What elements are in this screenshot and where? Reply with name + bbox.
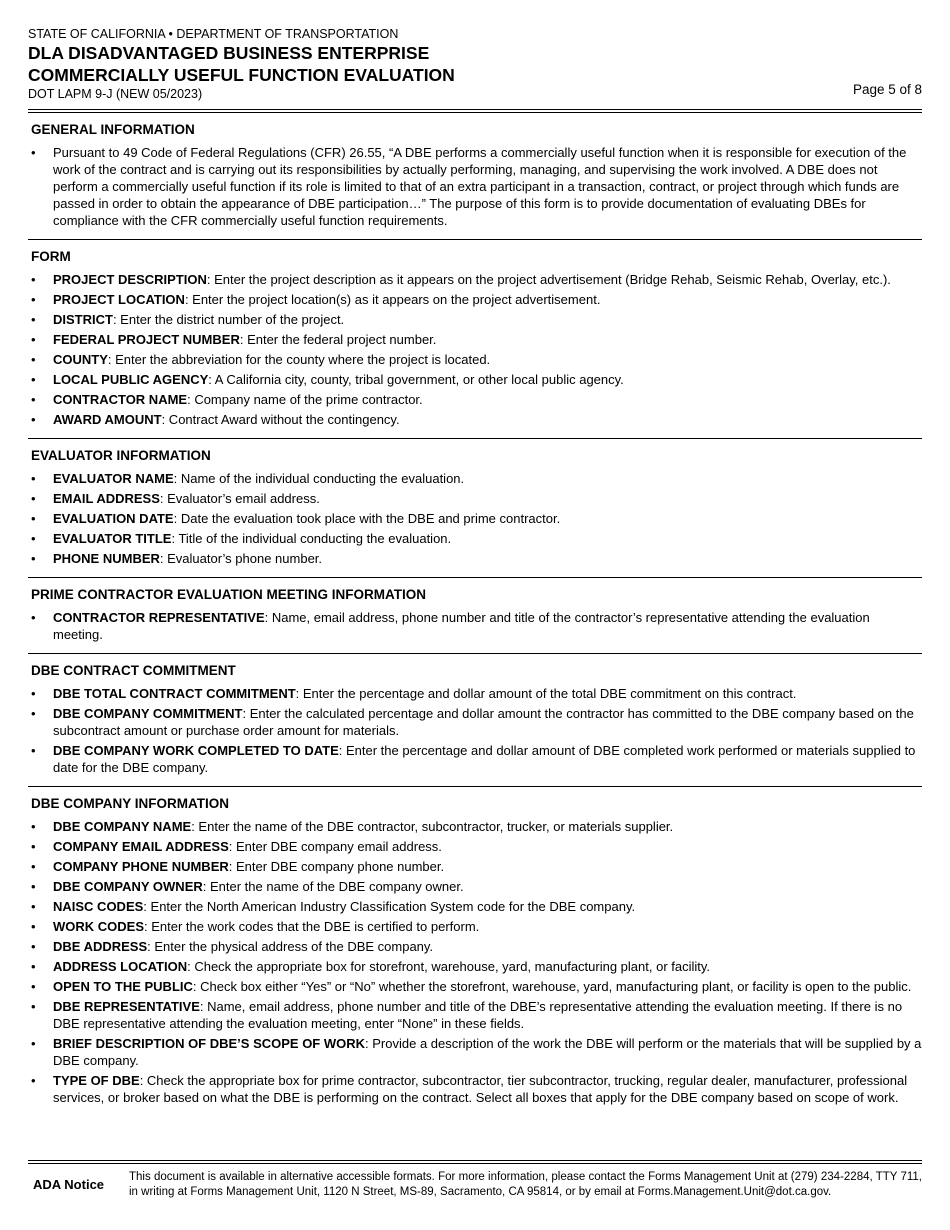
item-term: COUNTY: [53, 352, 108, 367]
form-code: DOT LAPM 9-J (NEW 05/2023): [28, 87, 203, 101]
bullet-list: [31, 685, 922, 776]
bullet-icon: •: [31, 1036, 36, 1051]
section-title: DBE CONTRACT COMMITMENT: [31, 663, 236, 678]
item-term: DBE COMPANY NAME: [53, 819, 192, 834]
list-item: [31, 818, 922, 835]
bullet-icon: •: [31, 999, 36, 1014]
item-term: DBE ADDRESS: [53, 939, 148, 954]
item-term: PROJECT DESCRIPTION: [53, 272, 207, 287]
bullet-icon: •: [31, 686, 36, 701]
section-prime-contractor-evaluation-meeting-information: [28, 578, 922, 654]
bullet-icon: •: [31, 372, 36, 387]
ada-notice-label: ADA Notice: [33, 1177, 105, 1192]
section-title: FORM: [31, 249, 71, 264]
item-text: : Check box either “Yes” or “No” whether the storefront, warehouse, yard, manufacturing plant, or facility is open to the public.: [192, 979, 912, 994]
bullet-list: [31, 271, 922, 428]
section-general-information: [28, 113, 922, 240]
item-term: ADDRESS LOCATION: [53, 959, 188, 974]
bullet-icon: •: [31, 531, 36, 546]
bullet-icon: •: [31, 839, 36, 854]
bullet-icon: •: [31, 332, 36, 347]
form-title-line-1: DLA DISADVANTAGED BUSINESS ENTERPRISE: [28, 43, 430, 63]
item-text: : Enter the work codes that the DBE is certified to perform.: [144, 919, 480, 934]
list-item: [31, 391, 922, 408]
item-text: : Enter the federal project number.: [239, 332, 437, 347]
agency-line: STATE OF CALIFORNIA • DEPARTMENT OF TRANSPORTATION: [28, 27, 399, 41]
list-item: [31, 291, 922, 308]
list-item: [31, 351, 922, 368]
page-number: Page 5 of 8: [852, 82, 922, 97]
item-text: : Enter the percentage and dollar amount of the total DBE commitment on this contract.: [295, 686, 797, 701]
bullet-icon: •: [31, 272, 36, 287]
list-item: [31, 838, 922, 855]
bullet-icon: •: [31, 1073, 36, 1088]
header: [28, 27, 922, 102]
bullet-list: [31, 470, 922, 567]
item-term: NAISC CODES: [53, 899, 144, 914]
bullet-icon: •: [31, 879, 36, 894]
bullet-icon: •: [31, 706, 36, 721]
list-item: [31, 1072, 922, 1106]
list-item: [31, 978, 922, 995]
form-title-line-2: COMMERCIALLY USEFUL FUNCTION EVALUATION: [28, 65, 455, 85]
item-text: : Enter the district number of the project.: [112, 312, 345, 327]
bullet-list: [31, 609, 922, 643]
bullet-icon: •: [31, 919, 36, 934]
item-term: DBE TOTAL CONTRACT COMMITMENT: [53, 686, 296, 701]
bullet-icon: •: [31, 511, 36, 526]
item-text: : Check the appropriate box for prime contractor, subcontractor, tier subcontractor, trucking, regular dealer, manufacturer, professional services, or broker based on what the DBE is performing on the contract. Select all boxes that apply for the DBE company based on scope of work.: [53, 1073, 908, 1105]
item-term: WORK CODES: [53, 919, 144, 934]
list-item: [31, 550, 922, 567]
instructions-body: [28, 113, 922, 1116]
list-item: [31, 510, 922, 527]
bullet-icon: •: [31, 491, 36, 506]
ada-notice-text: This document is available in alternative accessible formats. For more information, please contact the Forms Management Unit at (279) 234-2284, TTY 711, in writing at Forms Management Unit, 1120 N Street, MS-89, Sacramento, CA 95814, or by email at Forms.Management.Unit@dot.ca.gov.: [129, 1171, 922, 1198]
item-term: TYPE OF DBE: [53, 1073, 140, 1088]
item-text: : Enter the project description as it appears on the project advertisement (Bridge Rehab, Seismic Rehab, Overlay, etc.).: [206, 272, 891, 287]
item-term: CONTRACTOR NAME: [53, 392, 188, 407]
list-item: [31, 144, 922, 229]
item-text: : Date the evaluation took place with the DBE and prime contractor.: [173, 511, 561, 526]
bullet-icon: •: [31, 412, 36, 427]
item-text: : Title of the individual conducting the evaluation.: [171, 531, 452, 546]
item-text: : Enter the calculated percentage and dollar amount the contractor has committed to the DBE company based on the subcontract amount or purchase order amount for materials.: [53, 706, 914, 738]
item-text: : Enter the name of the DBE company owner.: [202, 879, 464, 894]
list-item: [31, 311, 922, 328]
item-text: : Evaluator’s phone number.: [159, 551, 323, 566]
section-title: DBE COMPANY INFORMATION: [31, 796, 229, 811]
item-text: : Enter the project location(s) as it appears on the project advertisement.: [184, 292, 601, 307]
list-item: [31, 530, 922, 547]
item-text: : Enter the North American Industry Classification System code for the DBE company.: [143, 899, 636, 914]
item-text: : Enter DBE company email address.: [228, 839, 442, 854]
item-term: AWARD AMOUNT: [53, 412, 162, 427]
item-term: BRIEF DESCRIPTION OF DBE’S SCOPE OF WORK: [53, 1036, 366, 1051]
item-term: EMAIL ADDRESS: [53, 491, 160, 506]
item-text: : Name of the individual conducting the evaluation.: [173, 471, 465, 486]
item-term: LOCAL PUBLIC AGENCY: [53, 372, 209, 387]
list-item: [31, 938, 922, 955]
list-item: [31, 411, 922, 428]
list-item: [31, 331, 922, 348]
list-item: [31, 371, 922, 388]
bullet-icon: •: [31, 312, 36, 327]
bullet-icon: •: [31, 471, 36, 486]
bullet-list: [31, 818, 922, 1106]
bullet-icon: •: [31, 392, 36, 407]
bullet-icon: •: [31, 145, 36, 160]
item-text: : Check the appropriate box for storefront, warehouse, yard, manufacturing plant, or facility.: [187, 959, 711, 974]
ada-notice: [28, 1170, 922, 1200]
item-text: : Contract Award without the contingency.: [161, 412, 400, 427]
item-term: COMPANY PHONE NUMBER: [53, 859, 229, 874]
bullet-icon: •: [31, 819, 36, 834]
item-term: COMPANY EMAIL ADDRESS: [53, 839, 229, 854]
item-text: : Name, email address, phone number and title of the DBE’s representative attending the evaluation meeting. If there is no DBE representative attending the evaluation meeting, enter “None” in these fields.: [53, 999, 903, 1031]
item-term: FEDERAL PROJECT NUMBER: [53, 332, 240, 347]
item-term: EVALUATION DATE: [53, 511, 174, 526]
bullet-icon: •: [31, 352, 36, 367]
bullet-icon: •: [31, 959, 36, 974]
section-dbe-contract-commitment: [28, 654, 922, 787]
item-text: : Enter the abbreviation for the county where the project is located.: [107, 352, 491, 367]
item-text: : A California city, county, tribal government, or other local public agency.: [208, 372, 624, 387]
item-term: PROJECT LOCATION: [53, 292, 185, 307]
list-item: [31, 918, 922, 935]
item-term: DISTRICT: [53, 312, 113, 327]
item-term: CONTRACTOR REPRESENTATIVE: [53, 610, 265, 625]
list-item: [31, 858, 922, 875]
footer-divider: [28, 1160, 922, 1164]
item-term: EVALUATOR TITLE: [53, 531, 172, 546]
list-item: [31, 878, 922, 895]
item-text: Pursuant to 49 Code of Federal Regulations (CFR) 26.55, “A DBE performs a commercially useful function when it is responsible for execution of the work of the contract and is carrying out its responsibilities by actually performing, managing, and supervising the work involved. A DBE does not perform a commercially useful function if its role is limited to that of an extra participant in a transaction, contract, or project through which funds are passed in order to obtain the appearance of DBE participation…” The purpose of this form is to provide documentation of evaluating DBEs for compliance with the CFR commercially useful function requirements.: [53, 145, 907, 228]
document-page: [28, 26, 922, 1116]
bullet-icon: •: [31, 551, 36, 566]
section-title: GENERAL INFORMATION: [31, 122, 195, 137]
list-item: [31, 705, 922, 739]
item-text: : Name, email address, phone number and title of the contractor’s representative attending the evaluation meeting.: [53, 610, 870, 642]
bullet-icon: •: [31, 939, 36, 954]
item-text: : Company name of the prime contractor.: [187, 392, 423, 407]
bullet-icon: •: [31, 859, 36, 874]
list-item: [31, 898, 922, 915]
item-text: : Enter the physical address of the DBE company.: [147, 939, 434, 954]
section-evaluator-information: [28, 439, 922, 578]
section-title: EVALUATOR INFORMATION: [31, 448, 211, 463]
bullet-icon: •: [31, 979, 36, 994]
list-item: [31, 271, 922, 288]
item-term: PHONE NUMBER: [53, 551, 160, 566]
item-text: : Enter DBE company phone number.: [228, 859, 445, 874]
section-dbe-company-information: [28, 787, 922, 1116]
item-term: DBE COMPANY COMMITMENT: [53, 706, 243, 721]
bullet-icon: •: [31, 743, 36, 758]
item-term: OPEN TO THE PUBLIC: [53, 979, 193, 994]
item-term: DBE COMPANY OWNER: [53, 879, 203, 894]
list-item: [31, 470, 922, 487]
list-item: [31, 998, 922, 1032]
section-title: PRIME CONTRACTOR EVALUATION MEETING INFORMATION: [31, 587, 426, 602]
bullet-icon: •: [31, 899, 36, 914]
list-item: [31, 1035, 922, 1069]
list-item: [31, 742, 922, 776]
item-text: : Evaluator’s email address.: [159, 491, 320, 506]
list-item: [31, 490, 922, 507]
list-item: [31, 958, 922, 975]
list-item: [31, 685, 922, 702]
section-form: [28, 240, 922, 439]
item-text: : Enter the name of the DBE contractor, subcontractor, trucker, or materials supplier.: [191, 819, 674, 834]
list-item: [31, 609, 922, 643]
item-term: DBE REPRESENTATIVE: [53, 999, 200, 1014]
item-text: : Enter the percentage and dollar amount of DBE completed work performed or materials supplied to date for the DBE company.: [53, 743, 916, 775]
item-term: DBE COMPANY WORK COMPLETED TO DATE: [53, 743, 339, 758]
bullet-icon: •: [31, 610, 36, 625]
item-text: : Provide a description of the work the DBE will perform or the materials that will be supplied by a DBE company.: [53, 1036, 922, 1068]
bullet-icon: •: [31, 292, 36, 307]
bullet-list: [31, 144, 922, 229]
item-term: EVALUATOR NAME: [53, 471, 174, 486]
